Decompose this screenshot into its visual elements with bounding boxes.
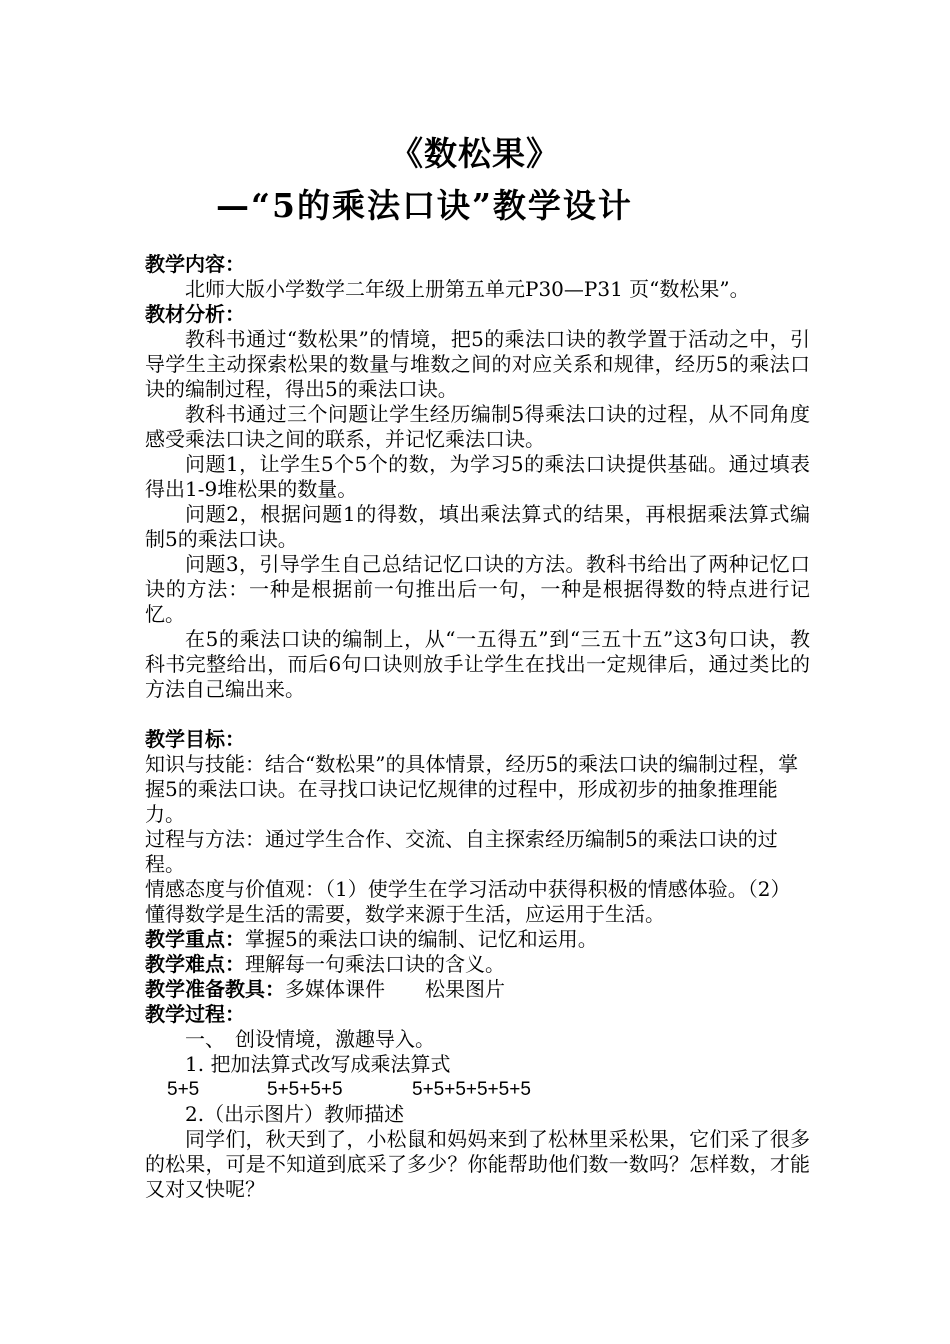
process-item: 1. 把加法算式改写成乘法算式	[185, 1052, 451, 1076]
key-point-text: 掌握5的乘法口诀的编制、记忆和运用。	[245, 927, 598, 951]
goal-line: 知识与技能：结合“数松果”的具体情景，经历5的乘法口诀的编制过程，掌握5的乘法口诀。在寻找口诀记忆规律的过程中，形成初步的抽象推理能力。	[145, 752, 799, 826]
document-subtitle: —“5的乘法口诀”教学设计	[216, 186, 633, 225]
story-paragraph: 同学们，秋天到了，小松鼠和妈妈来到了松林里采松果，它们采了很多的松果，可是不知道到底采了多少？你能帮助他们数一数吗？怎样数，才能又对又快呢？	[145, 1127, 810, 1201]
analysis-paragraph: 教科书通过三个问题让学生经历编制5得乘法口诀的过程，从不同角度感受乘法口诀之间的联系，并记忆乘法口诀。	[145, 402, 810, 451]
section-heading-analysis: 教材分析：	[145, 302, 245, 326]
expression-row	[145, 1077, 810, 1102]
document-title: 《数松果》	[390, 134, 560, 173]
process-item: 2.（出示图片）教师描述	[185, 1102, 405, 1126]
analysis-paragraph: 问题2，根据问题1的得数，填出乘法算式的结果，再根据乘法算式编制5的乘法口诀。	[145, 502, 810, 551]
difficulty-text: 理解每一句乘法口诀的含义。	[245, 952, 505, 976]
difficulty-label: 教学难点：	[145, 952, 245, 976]
process-step: 一、 创设情境，激趣导入。	[185, 1027, 435, 1051]
prep-line	[145, 977, 810, 1002]
analysis-paragraph: 问题1，让学生5个5个的数，为学习5的乘法口诀提供基础。通过填表得出1-9堆松果的数量。	[145, 452, 810, 501]
key-point-label: 教学重点：	[145, 927, 245, 951]
expression: 5+5+5+5	[267, 1079, 343, 1100]
section-heading-process: 教学过程：	[145, 1002, 245, 1026]
section-heading-goals: 教学目标：	[145, 727, 245, 751]
analysis-paragraph: 教科书通过“数松果”的情境，把5的乘法口诀的教学置于活动之中，引导学生主动探索松果的数量与堆数之间的对应关系和规律，经历5的乘法口诀的编制过程，得出5的乘法口诀。	[145, 327, 810, 401]
prep-text: 多媒体课件 松果图片	[285, 977, 505, 1001]
goal-line: 情感态度与价值观：（1）使学生在学习活动中获得积极的情感体验。（2）懂得数学是生活的需要，数学来源于生活，应运用于生活。	[145, 877, 791, 926]
analysis-paragraph: 问题3，引导学生自己总结记忆口诀的方法。教科书给出了两种记忆口诀的方法：一种是根据前一句推出后一句，一种是根据得数的特点进行记忆。	[145, 552, 810, 626]
difficulty-line	[145, 952, 810, 977]
analysis-paragraph: 在5的乘法口诀的编制上，从“一五得五”到“三五十五”这3句口诀，教科书完整给出，而后6句口诀则放手让学生在找出一定规律后，通过类比的方法自己编出来。	[145, 627, 810, 701]
document-body	[145, 252, 810, 1202]
spacer	[145, 702, 810, 727]
goal-line: 过程与方法：通过学生合作、交流、自主探索经历编制5的乘法口诀的过程。	[145, 827, 778, 876]
content-paragraph: 北师大版小学数学二年级上册第五单元P30—P31 页“数松果”。	[185, 277, 750, 301]
section-heading-content: 教学内容：	[145, 252, 245, 276]
expression: 5+5	[167, 1079, 200, 1100]
prep-label: 教学准备教具：	[145, 977, 285, 1001]
expression: 5+5+5+5+5+5	[412, 1079, 531, 1100]
key-point-line	[145, 927, 810, 952]
